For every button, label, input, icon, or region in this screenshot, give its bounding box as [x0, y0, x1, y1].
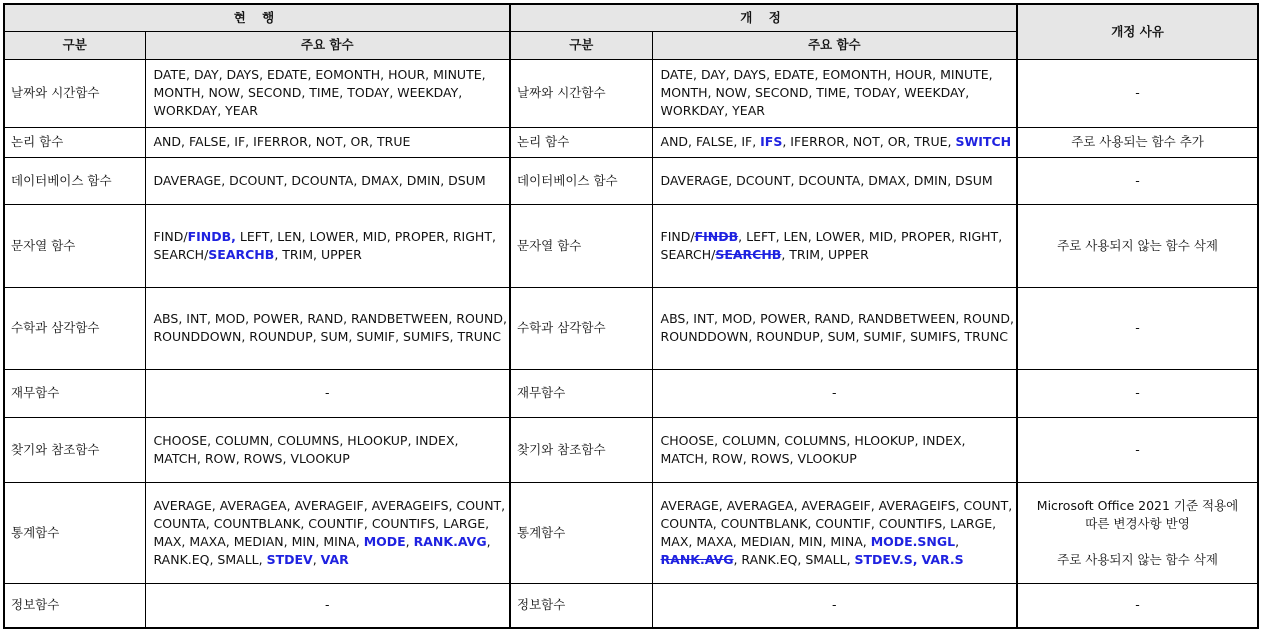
function-line: AVERAGE, AVERAGEA, AVERAGEIF, AVERAGEIFS, COUNT, [153, 497, 506, 513]
revised-functions-cell [652, 204, 1017, 287]
revised-functions-cell [652, 127, 1017, 157]
reason-line: 주로 사용되지 않는 함수 삭제 [1057, 551, 1218, 567]
function-line [154, 228, 510, 246]
highlighted-function: SEARCHB [208, 246, 275, 262]
function-text: , IFERROR, NOT, OR, TRUE, [782, 134, 956, 149]
function-text: MAX, MAXA, MEDIAN, MIN, MINA, [660, 533, 871, 549]
function-text: , LEFT, LEN, LOWER, MID, PROPER, RIGHT, [738, 228, 1003, 244]
function-line: ABS, INT, MOD, POWER, RAND, RANDBETWEEN, ROUND, [660, 311, 1014, 326]
function-line: COUNTA, COUNTBLANK, COUNTIF, COUNTIFS, LARGE, [660, 515, 997, 531]
current-category-cell: 수학과 삼각함수 [4, 287, 145, 369]
current-functions-cell [145, 417, 510, 482]
reason-line: 따른 변경사항 반영 [1085, 515, 1190, 531]
current-group-header: 현 행 [4, 4, 510, 31]
reason-cell [1017, 482, 1258, 583]
revised-group-header: 개 정 [510, 4, 1017, 31]
function-text: , [405, 533, 414, 549]
added-function: MODE.SNGL [870, 533, 956, 549]
function-text: FIND/ [153, 228, 188, 244]
table-row [4, 482, 1258, 583]
function-line: CHOOSE, COLUMN, COLUMNS, HLOOKUP, INDEX, [153, 432, 459, 448]
revised-category-cell: 문자열 함수 [510, 204, 652, 287]
revised-functions-cell: DAVERAGE, DCOUNT, DCOUNTA, DMAX, DMIN, DSUM [652, 157, 1017, 204]
revised-functions-cell [652, 287, 1017, 369]
function-text: AND, FALSE, IF, [660, 134, 761, 149]
revised-category-cell: 날짜와 시간함수 [510, 59, 652, 127]
comparison-table [3, 3, 1259, 629]
function-line: AVERAGE, AVERAGEA, AVERAGEIF, AVERAGEIFS, COUNT, [660, 497, 1013, 513]
current-functions-cell: DAVERAGE, DCOUNT, DCOUNTA, DMAX, DMIN, DSUM [145, 157, 510, 204]
revised-category-cell: 데이터베이스 함수 [510, 157, 652, 204]
reason-cell: - [1017, 157, 1258, 204]
revised-category-header: 구분 [510, 31, 652, 59]
revised-functions-cell: - [652, 583, 1017, 628]
current-category-header: 구분 [4, 31, 145, 59]
revised-category-cell: 수학과 삼각함수 [510, 287, 652, 369]
function-text: , [955, 533, 960, 549]
table-row [4, 127, 1258, 157]
reason-cell: - [1017, 583, 1258, 628]
current-category-cell: 문자열 함수 [4, 204, 145, 287]
highlighted-function: MODE [363, 533, 406, 549]
table-row [4, 204, 1258, 287]
function-line: MATCH, ROW, ROWS, VLOOKUP [660, 450, 857, 466]
revised-functions-cell [652, 482, 1017, 583]
current-category-cell: 통계함수 [4, 482, 145, 583]
function-text: SEARCH/ [153, 246, 209, 262]
table-row [4, 417, 1258, 482]
table-row [4, 157, 1258, 204]
highlighted-function: RANK.AVG [413, 533, 487, 549]
reason-spacer [1018, 533, 1257, 551]
revised-functions-header: 주요 함수 [652, 31, 1017, 59]
table-row [4, 369, 1258, 417]
current-functions-cell [145, 204, 510, 287]
highlighted-function: STDEV [266, 551, 313, 567]
function-line: CHOOSE, COLUMN, COLUMNS, HLOOKUP, INDEX, [660, 432, 966, 448]
reason-header: 개정 사유 [1017, 4, 1258, 59]
deleted-function: RANK.AVG [660, 551, 734, 567]
function-line: ROUNDDOWN, ROUNDUP, SUM, SUMIF, SUMIFS, TRUNC [660, 329, 1009, 344]
function-text: MAX, MAXA, MEDIAN, MIN, MINA, [153, 533, 364, 549]
function-line: ABS, INT, MOD, POWER, RAND, RANDBETWEEN, ROUND, [153, 311, 507, 326]
reason-line: Microsoft Office 2021 기준 적용에 [1036, 497, 1239, 513]
reason-cell: 주로 사용되는 함수 추가 [1017, 127, 1258, 157]
table-row [4, 287, 1258, 369]
current-functions-cell [145, 59, 510, 127]
current-category-cell: 논리 함수 [4, 127, 145, 157]
revised-category-cell: 정보함수 [510, 583, 652, 628]
function-text: SEARCH/ [660, 246, 716, 262]
function-text: , TRIM, UPPER [781, 246, 869, 262]
revised-category-cell: 논리 함수 [510, 127, 652, 157]
function-line: WORKDAY, YEAR [153, 103, 258, 118]
function-line [154, 246, 510, 264]
current-category-cell: 데이터베이스 함수 [4, 157, 145, 204]
added-function: IFS [760, 134, 783, 149]
reason-cell: - [1017, 369, 1258, 417]
function-text: , [486, 533, 491, 549]
table-row [4, 583, 1258, 628]
function-line: MONTH, NOW, SECOND, TIME, TODAY, WEEKDAY, [153, 85, 463, 100]
function-line [154, 533, 510, 551]
current-functions-header: 주요 함수 [145, 31, 510, 59]
function-line [661, 551, 1017, 569]
reason-cell: - [1017, 287, 1258, 369]
function-line: COUNTA, COUNTBLANK, COUNTIF, COUNTIFS, LARGE, [153, 515, 490, 531]
revised-category-cell: 찾기와 참조함수 [510, 417, 652, 482]
function-line: WORKDAY, YEAR [660, 103, 765, 118]
function-line: MATCH, ROW, ROWS, VLOOKUP [153, 450, 350, 466]
current-functions-cell [145, 287, 510, 369]
highlighted-function: VAR [320, 551, 349, 567]
function-line [154, 551, 510, 569]
current-category-cell: 재무함수 [4, 369, 145, 417]
function-line: ROUNDDOWN, ROUNDUP, SUM, SUMIF, SUMIFS, TRUNC [153, 329, 502, 344]
function-text: RANK.EQ, SMALL, [153, 551, 267, 567]
reason-cell: - [1017, 59, 1258, 127]
current-category-cell: 찾기와 참조함수 [4, 417, 145, 482]
revised-category-cell: 재무함수 [510, 369, 652, 417]
revised-category-cell: 통계함수 [510, 482, 652, 583]
deleted-function: FINDB [694, 228, 739, 244]
function-text: LEFT, LEN, LOWER, MID, PROPER, RIGHT, [235, 228, 496, 244]
revised-functions-cell [652, 417, 1017, 482]
added-function: VAR.S [921, 551, 964, 567]
added-function: STDEV.S, [854, 551, 918, 567]
current-functions-cell: - [145, 583, 510, 628]
function-line: DATE, DAY, DAYS, EDATE, EOMONTH, HOUR, MINUTE, [660, 67, 993, 82]
group-header-row [4, 4, 1258, 31]
function-text: FIND/ [660, 228, 695, 244]
reason-cell: 주로 사용되지 않는 함수 삭제 [1017, 204, 1258, 287]
revised-functions-cell [652, 59, 1017, 127]
highlighted-function: FINDB, [187, 228, 236, 244]
current-functions-cell [145, 482, 510, 583]
function-line: DATE, DAY, DAYS, EDATE, EOMONTH, HOUR, MINUTE, [153, 67, 486, 82]
deleted-function: SEARCHB [715, 246, 782, 262]
reason-cell: - [1017, 417, 1258, 482]
function-line [661, 533, 1017, 551]
current-category-cell: 날짜와 시간함수 [4, 59, 145, 127]
function-text: , [312, 551, 321, 567]
function-line [661, 246, 1017, 264]
revised-functions-cell: - [652, 369, 1017, 417]
table-row [4, 59, 1258, 127]
function-text: , RANK.EQ, SMALL, [733, 551, 855, 567]
current-functions-cell: - [145, 369, 510, 417]
added-function: SWITCH [955, 134, 1012, 149]
function-text: , TRIM, UPPER [274, 246, 362, 262]
function-line: MONTH, NOW, SECOND, TIME, TODAY, WEEKDAY, [660, 85, 970, 100]
current-category-cell: 정보함수 [4, 583, 145, 628]
function-line [661, 228, 1017, 246]
current-functions-cell: AND, FALSE, IF, IFERROR, NOT, OR, TRUE [145, 127, 510, 157]
